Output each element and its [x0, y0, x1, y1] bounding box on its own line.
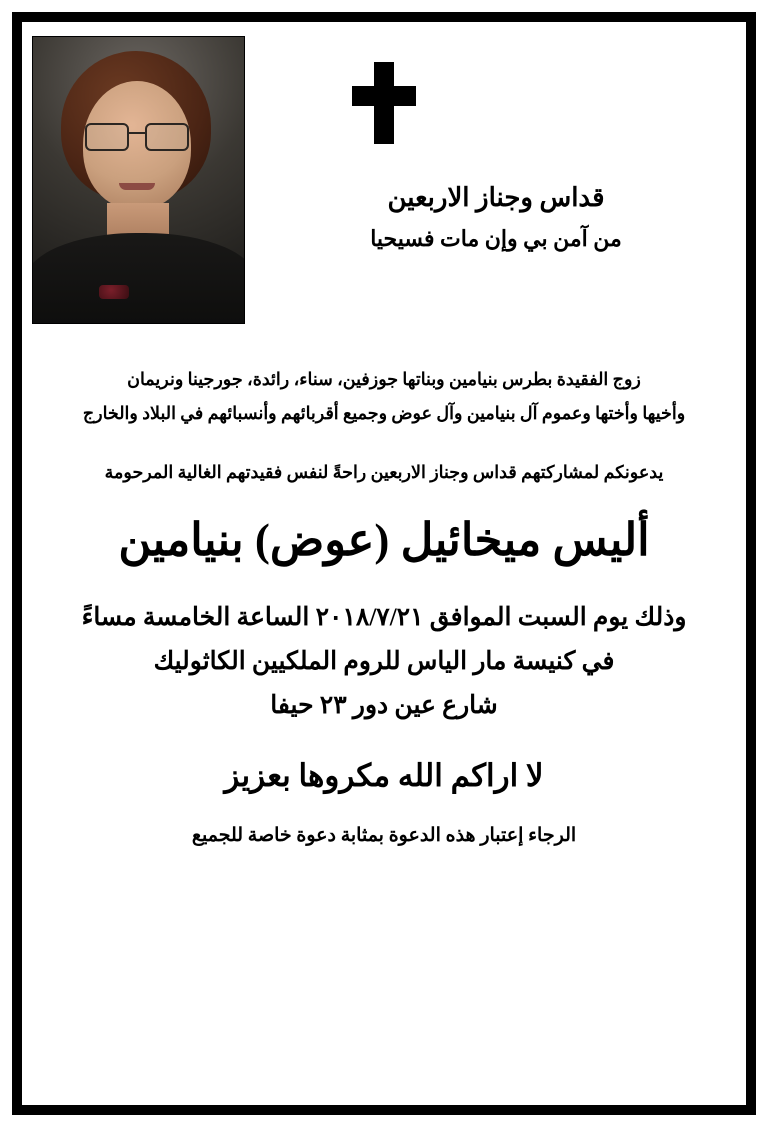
notice-title: قداس وجناز الاربعين — [387, 183, 605, 212]
cross-area — [22, 62, 746, 146]
deceased-name: أليس ميخائيل (عوض) بنيامين — [118, 514, 650, 565]
notice-header — [262, 182, 730, 253]
scripture-verse: من آمن بي وإن مات فسيحيا — [370, 225, 622, 251]
service-details — [40, 596, 728, 727]
memorial-notice — [12, 12, 756, 1115]
portrait-mouth — [119, 183, 155, 190]
latin-cross-icon — [352, 62, 416, 144]
portrait-shoulders — [32, 233, 245, 324]
notice-content — [22, 22, 746, 1105]
invitation-line: يدعونكم لمشاركتهم قداس وجناز الاربعين راحةً لنفس فقيدتهم الغالية المرحومة — [104, 462, 664, 483]
portrait-brooch — [99, 285, 129, 299]
service-place: في كنيسة مار الياس للروم الملكيين الكاثوليك — [153, 648, 615, 675]
service-address: شارع عين دور ٢٣ حيفا — [270, 691, 498, 719]
condolence-phrase: لا اراكم الله مكروها بعزيز — [224, 757, 544, 793]
family-line-2: وأخيها وأختها وعموم آل بنيامين وآل عوض وجميع أقربائهم وأنسبائهم في البلاد والخارج — [82, 403, 686, 424]
notice-body — [40, 362, 728, 849]
invitation-footnote: الرجاء إعتبار هذه الدعوة بمثابة دعوة خاصة للجميع — [191, 824, 577, 846]
service-datetime: وذلك يوم السبت الموافق ٢٠١٨/٧/٢١ الساعة الخامسة مساءً — [81, 604, 687, 632]
family-line-1: زوج الفقيدة بطرس بنيامين وبناتها جوزفين، سناء، رائدة، جورجينا ونريمان — [127, 369, 641, 389]
cross-horizontal-bar — [352, 86, 416, 106]
